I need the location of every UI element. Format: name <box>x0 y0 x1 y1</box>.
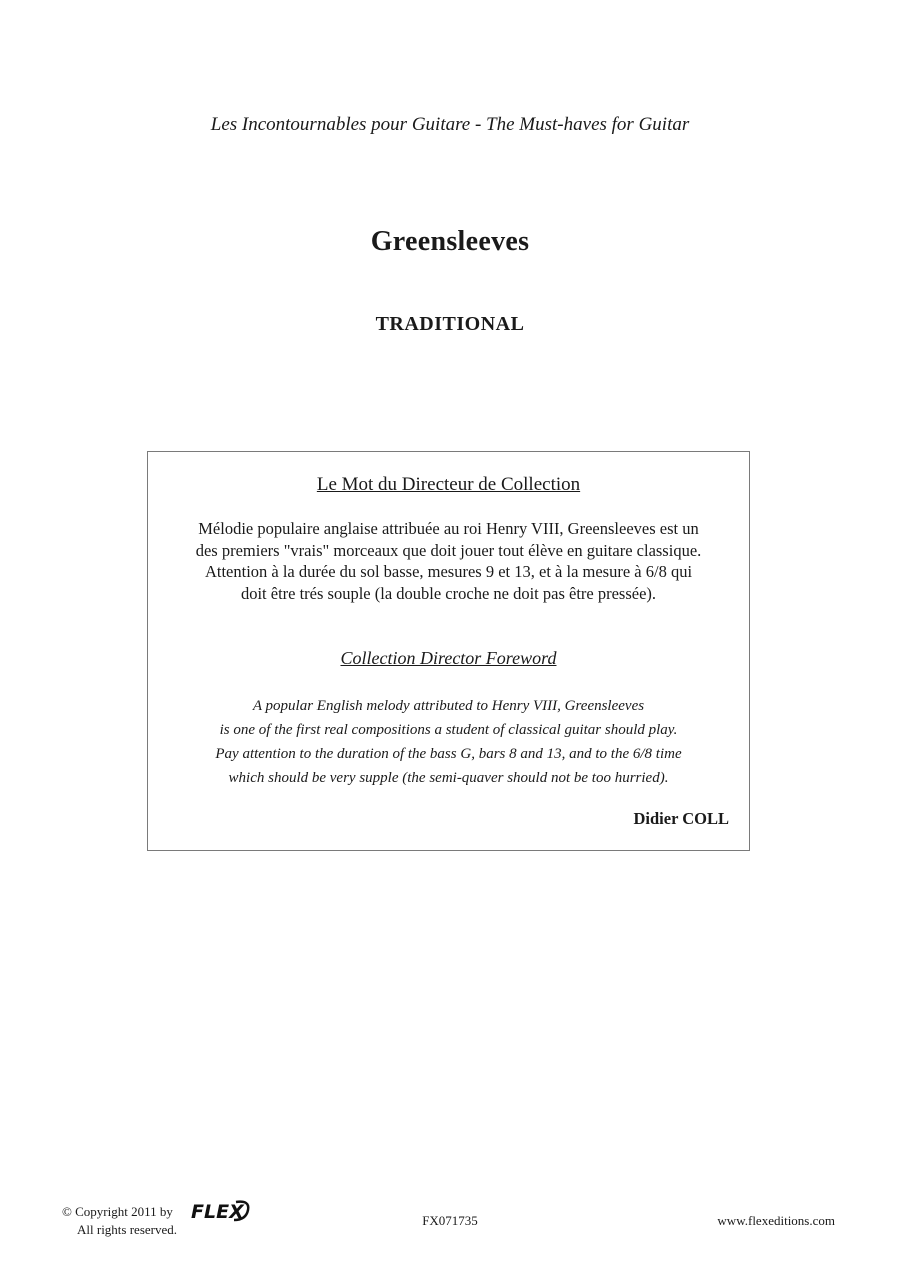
foreword-body-en <box>148 694 749 790</box>
foreword-heading-en: Collection Director Foreword <box>340 648 557 668</box>
copyright-text: © Copyright 2011 by <box>62 1204 173 1219</box>
foreword-en-line: Pay attention to the duration of the bass G, bars 8 and 13, and to the 6/8 time <box>215 746 682 762</box>
website-link[interactable]: www.flexeditions.com <box>717 1213 835 1228</box>
rights-reserved: All rights reserved. <box>77 1222 178 1237</box>
composer: TRADITIONAL <box>375 313 525 335</box>
catalog-number: FX071735 <box>422 1213 478 1228</box>
foreword-en-line: A popular English melody attributed to Henry VIII, Greensleeves <box>252 698 645 714</box>
flex-logo-text: FLEX <box>191 1201 244 1223</box>
foreword-fr-line: Attention à la durée du sol basse, mesures 9 et 13, et à la mesure à 6/8 qui <box>204 562 693 581</box>
foreword-box <box>147 451 750 851</box>
signature: Didier COLL <box>633 809 729 828</box>
foreword-fr-line: des premiers "vrais" morceaux que doit jouer tout élève en guitare classique. <box>195 540 702 560</box>
foreword-heading-fr: Le Mot du Directeur de Collection <box>316 474 581 495</box>
foreword-fr-line: Mélodie populaire anglaise attribuée au roi Henry VIII, Greensleeves est un <box>198 519 699 538</box>
foreword-en-line: is one of the first real compositions a student of classical guitar should play. <box>219 722 678 738</box>
piece-title: Greensleeves <box>370 226 530 257</box>
foreword-body-fr <box>148 518 749 604</box>
series-title: Les Incontournables pour Guitare - The Must-haves for Guitar <box>210 114 690 135</box>
foreword-en-line: which should be very supple (the semi-quaver should not be too hurried). <box>228 770 669 786</box>
foreword-fr-line: doit être trés souple (la double croche ne doit pas être pressée). <box>240 583 657 603</box>
